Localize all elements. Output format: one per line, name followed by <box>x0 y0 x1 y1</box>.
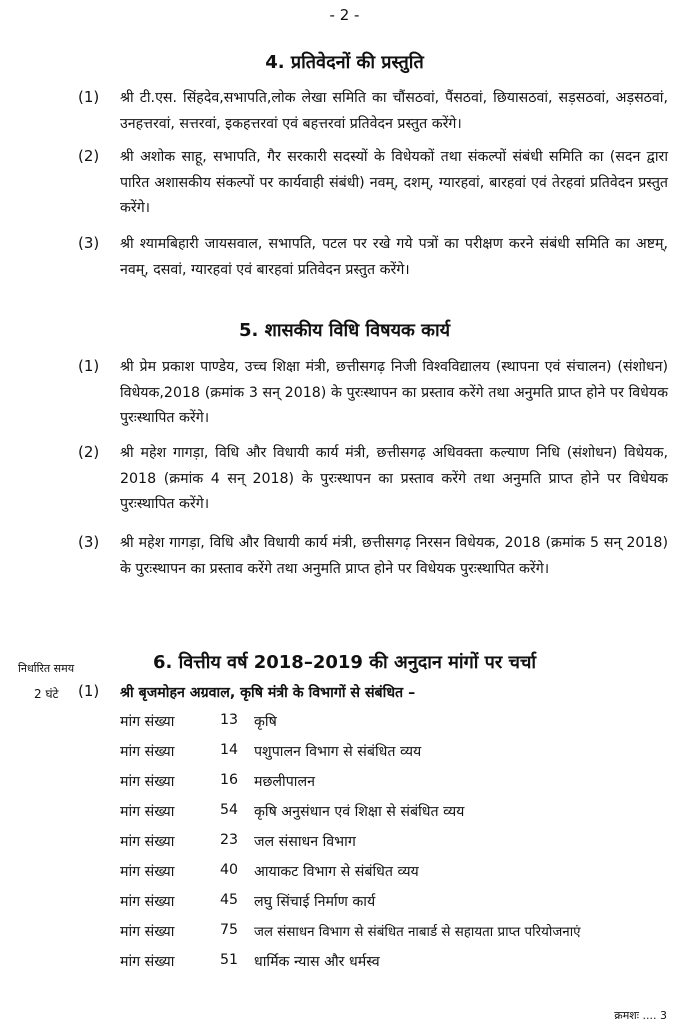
demand-number: 14 <box>220 742 239 758</box>
page-number: - 2 - <box>329 6 360 24</box>
item-text: श्री महेश गागड़ा, विधि और विधायी कार्य मंत्री, छत्तीसगढ़ निरसन विधेयक, 2018 (क्रमांक 5 सन् 2018) के पुरःस्थापन का प्रस्ताव करेंगे तथा अनुमति प्राप्त होने पर विधेयक पुरःस्थापित करेंगे। <box>120 535 668 577</box>
item-number: (2) <box>78 443 100 461</box>
demand-description: जल संसाधन विभाग से संबंधित नाबार्ड से सहायता प्राप्त परियोजनाएं <box>254 925 581 940</box>
item-text: श्री महेश गागड़ा, विधि और विधायी कार्य मंत्री, छत्तीसगढ़ अधिवक्ता कल्याण निधि (संशोधन) विधेयक, 2018 (क्रमांक 4 सन् 2018) के पुरःस्थापन का प्रस्ताव करेंगे तथा अनुमति प्राप्त होने पर विधेयक पुरःस्थापित करेंगे। <box>120 445 668 512</box>
item-number: (1) <box>78 357 100 375</box>
section-4-heading: 4. प्रतिवेदनों की प्रस्तुति <box>265 52 424 73</box>
demand-label: मांग संख्या <box>120 864 175 880</box>
demand-description: मछलीपालन <box>254 774 315 790</box>
item-text: श्री अशोक साहू, सभापति, गैर सरकारी सदस्यों के विधेयकों तथा संकल्पों संबंधी समिति का (सदन द्वारा पारित अशासकीय संकल्पों पर कार्यवाही संबंधी) नवम्, दशम्, ग्यारहवां, बारहवां एवं तेरहवां प्रतिवेदन प्रस्तुत करेंगे। <box>120 149 668 216</box>
time-allotted-value: 2 घंटे <box>34 687 59 701</box>
demand-description: आयाकट विभाग से संबंधित व्यय <box>254 864 419 880</box>
item-number: (1) <box>78 88 100 106</box>
demand-description: कृषि <box>254 714 277 730</box>
demand-label: मांग संख्या <box>120 744 175 760</box>
demand-description: जल संसाधन विभाग <box>254 834 356 850</box>
item-text: श्री प्रेम प्रकाश पाण्डेय, उच्च शिक्षा मंत्री, छत्तीसगढ़ निजी विश्वविद्यालय (स्थापना एवं संचालन) (संशोधन) विधेयक,2018 (क्रमांक 3 सन् 2018) के पुरःस्थापन का प्रस्ताव करेंगे तथा अनुमति प्राप्त होने पर विधेयक पुरःस्थापित करेंगे। <box>120 359 668 426</box>
item-number: (1) <box>78 682 100 700</box>
item-number: (2) <box>78 147 100 165</box>
demand-description: पशुपालन विभाग से संबंधित व्यय <box>254 744 422 760</box>
demand-number: 23 <box>220 832 239 848</box>
demand-label: मांग संख्या <box>120 774 175 790</box>
demand-number: 54 <box>220 802 239 818</box>
demand-number: 16 <box>220 772 239 788</box>
section-5-heading: 5. शासकीय विधि विषयक कार्य <box>238 320 451 341</box>
item-text: श्री टी.एस. सिंहदेव,सभापति,लोक लेखा समिति का चौंसठवां, पैंसठवां, छियासठवां, सड़सठवां, अड़सठवां, उनहत्तरवां, सत्तरवां, इकहत्तरवां एवं बहत्तरवां प्रतिवेदन प्रस्तुत करेंगे। <box>120 90 668 132</box>
demand-label: मांग संख्या <box>120 804 175 820</box>
item-number: (3) <box>78 234 100 252</box>
minister-line: श्री बृजमोहन अग्रवाल, कृषि मंत्री के विभागों से संबंधित – <box>120 685 416 701</box>
demand-label: मांग संख्या <box>120 714 175 730</box>
demand-label: मांग संख्या <box>120 924 175 940</box>
continued-footer: क्रमशः .... 3 <box>614 1009 667 1022</box>
demand-number: 13 <box>220 712 239 728</box>
demand-number: 51 <box>220 952 239 968</box>
time-allotted-label: निर्धारित समय <box>18 662 75 675</box>
demand-number: 45 <box>220 892 239 908</box>
item-text: श्री श्यामबिहारी जायसवाल, सभापति, पटल पर रखे गये पत्रों का परीक्षण करने संबंधी समिति का अष्टम्, नवम्, दसवां, ग्यारहवां एवं बारहवां प्रतिवेदन प्रस्तुत करेंगे। <box>120 236 668 278</box>
demand-label: मांग संख्या <box>120 894 175 910</box>
demand-label: मांग संख्या <box>120 834 175 850</box>
demand-number: 40 <box>220 862 239 878</box>
demand-description: लघु सिंचाई निर्माण कार्य <box>254 894 376 910</box>
item-number: (3) <box>78 533 100 551</box>
demand-label: मांग संख्या <box>120 954 175 970</box>
demand-description: कृषि अनुसंधान एवं शिक्षा से संबंधित व्यय <box>254 804 465 820</box>
section-6-heading: 6. वित्तीय वर्ष 2018–2019 की अनुदान मांगों पर चर्चा <box>152 652 537 673</box>
demand-description: धार्मिक न्यास और धर्मस्व <box>254 954 380 970</box>
demand-number: 75 <box>220 922 239 938</box>
